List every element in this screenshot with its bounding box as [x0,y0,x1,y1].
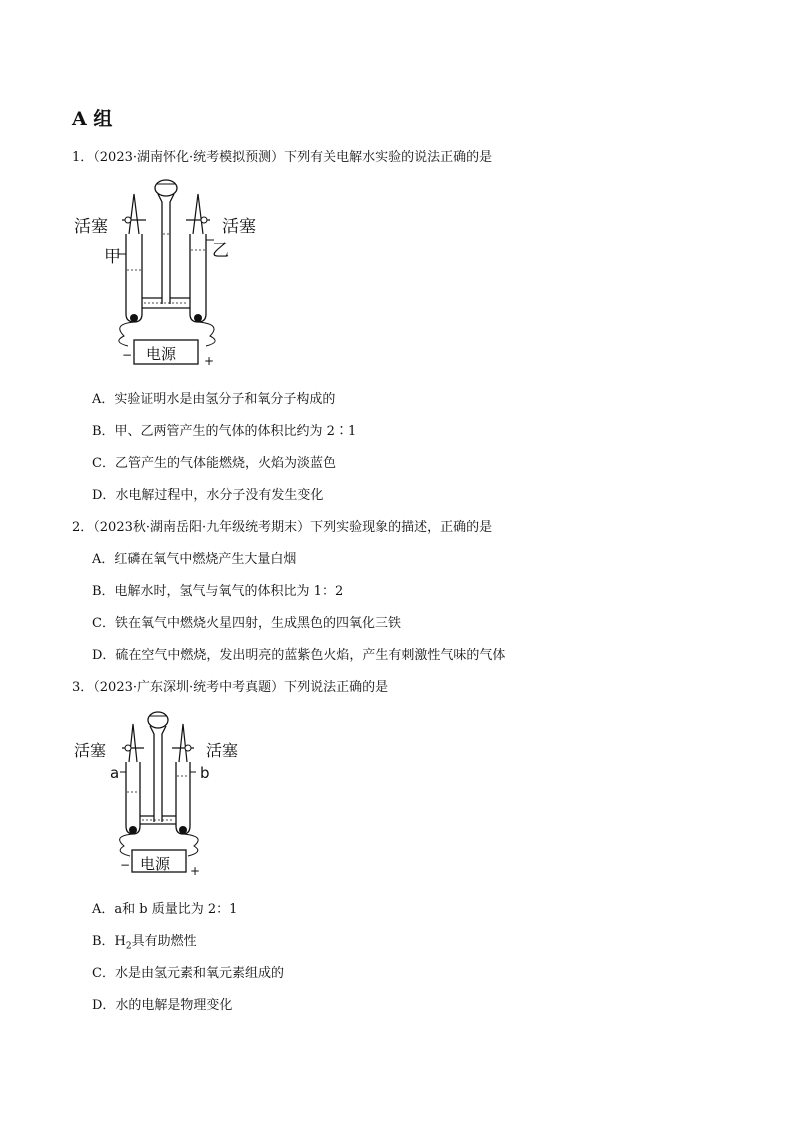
positive-terminal: + [190,864,201,878]
power-source-label: 电源 [140,855,171,873]
question-3-stem: 3．（2023·广东深圳·统考中考真题）下列说法正确的是 [72,680,389,695]
question-2-option-c: C．铁在氧气中燃烧火星四射，生成黑色的四氧化三铁 [92,616,401,631]
electrolysis-apparatus-diagram [72,174,272,370]
question-1-stem: 1．（2023·湖南怀化·统考模拟预测）下列有关电解水实验的说法正确的是 [72,150,493,165]
question-3-option-c: C．水是由氢元素和氧元素组成的 [92,966,284,981]
tube-a-label: a [110,764,120,782]
negative-terminal: − [120,858,131,872]
question-1-option-d: D．水电解过程中，水分子没有发生变化 [92,488,324,503]
power-source-label: 电源 [146,345,177,363]
question-3-option-a: A．a和 b 质量比为 2：1 [92,902,238,917]
tube-jia-label: 甲 [104,247,121,267]
right-valve-label: 活塞 [222,217,256,237]
question-2-option-b: B．电解水时，氢气与氧气的体积比为 1：2 [92,584,344,599]
negative-terminal: − [122,348,133,362]
tube-yi-label: 乙 [212,241,229,261]
subscript-two: 2 [125,941,132,952]
group-title: A 组 [72,108,113,130]
question-3-option-d: D．水的电解是物理变化 [92,998,233,1013]
question-3-option-b [92,930,197,952]
question-2-stem: 2．（2023秋·湖南岳阳·九年级统考期末）下列实验现象的描述，正确的是 [72,520,493,535]
question-1-option-c: C．乙管产生的气体能燃烧，火焰为淡蓝色 [92,456,336,471]
question-1-option-a: A．实验证明水是由氢分子和氧分子构成的 [92,392,336,407]
left-valve-label: 活塞 [74,741,107,760]
left-valve-label: 活塞 [74,217,108,237]
right-valve-label: 活塞 [206,741,239,760]
option-b-suffix: 具有助燃性 [131,934,197,949]
positive-terminal: + [204,354,215,368]
question-2-option-d: D．硫在空气中燃烧，发出明亮的蓝紫色火焰，产生有刺激性气味的气体 [92,648,506,663]
question-1-option-b: B．甲、乙两管产生的气体的体积比约为 2∶1 [92,424,357,439]
option-b-prefix: B．H [92,934,126,949]
tube-b-label: b [200,764,210,782]
question-2-option-a: A．红磷在氧气中燃烧产生大量白烟 [92,552,297,567]
